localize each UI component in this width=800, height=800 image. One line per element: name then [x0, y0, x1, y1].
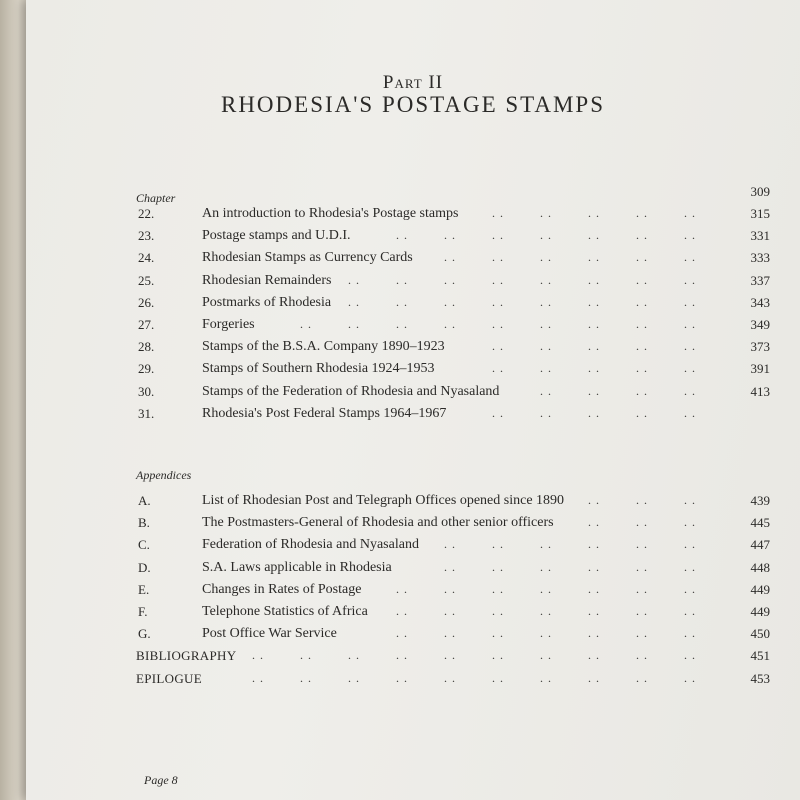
chapter-title: Stamps of the Federation of Rhodesia and Nyasaland [202, 383, 500, 399]
chapter-row: 25. Rhodesian Remainders . . . . . . . . . . . . . . . . 337 [138, 272, 770, 288]
appendix-row: B. The Postmasters-General of Rhodesia and other senior officers . . . . . . 445 [138, 515, 770, 531]
chapter-title: Rhodesian Stamps as Currency Cards [202, 250, 413, 266]
book-spine-edge [0, 0, 26, 800]
chapter-row: 23. Postage stamps and U.D.I. . . . . . . . . . . . . . . 331 [138, 228, 770, 244]
chapter-title: Rhodesia's Post Federal Stamps 1964–1967 [202, 405, 447, 421]
chapter-page-number: 331 [750, 228, 770, 244]
chapter-row: 30. Stamps of the Federation of Rhodesia and Nyasaland . . . . . . . . 413 [138, 383, 770, 399]
chapter-title: Stamps of the B.S.A. Company 1890–1923 [202, 339, 445, 355]
appendix-row: A. List of Rhodesian Post and Telegraph Offices opened since 1890 . . . . . . 439 [138, 493, 770, 508]
appendix-page-number: 450 [750, 626, 770, 642]
appendix-title: EPILOGUE [136, 670, 202, 686]
appendix-page-number: 451 [750, 648, 770, 664]
page-title: RHODESIA'S POSTAGE STAMPS [220, 92, 606, 117]
chapter-number: 30. [138, 383, 155, 399]
book-page [26, 0, 800, 800]
appendix-page-number: 448 [750, 559, 770, 575]
chapter-page-number: 343 [750, 294, 770, 310]
appendix-title: S.A. Laws applicable in Rhodesia [202, 559, 392, 575]
chapter-row: 26. Postmarks of Rhodesia . . . . . . . . . . . . . . . . 343 [138, 294, 770, 310]
appendix-row: D. S.A. Laws applicable in Rhodesia . . . . . . . . . . . . 448 [138, 559, 770, 575]
chapter-heading: Chapter [136, 191, 176, 205]
chapter-row: 24. Rhodesian Stamps as Currency Cards . . . . . . . . . . . . 333 [138, 250, 770, 266]
chapter-number: 25. [138, 272, 155, 288]
appendix-page-number: 445 [750, 515, 770, 531]
appendix-title: Federation of Rhodesia and Nyasaland [202, 537, 419, 553]
appendix-row: BIBLIOGRAPHY . . . . . . . . . . . . . . . . . . . . 451 [136, 648, 770, 664]
appendix-row: EPILOGUE . . . . . . . . . . . . . . . . . . . . 453 [136, 670, 770, 686]
chapter-number: 24. [138, 250, 155, 266]
appendix-number: D. [138, 559, 151, 575]
appendix-title: Telephone Statistics of Africa [202, 604, 368, 619]
chapter-page-number: 413 [750, 383, 770, 399]
chapter-title: An introduction to Rhodesia's Postage stamps [202, 206, 459, 221]
appendix-row: G. Post Office War Service . . . . . . . . . . . . . . 450 [138, 626, 770, 642]
chapter-row: 27. Forgeries . . . . . . . . . . . . . . . . . . 349 [138, 317, 770, 332]
appendix-number: E. [138, 581, 150, 597]
appendix-number: C. [138, 537, 150, 553]
chapter-number: 23. [138, 228, 155, 244]
chapter-title: Stamps of Southern Rhodesia 1924–1953 [202, 361, 435, 377]
appendix-title: BIBLIOGRAPHY [136, 648, 237, 664]
chapter-row: 31. Rhodesia's Post Federal Stamps 1964–1967 . . . . . . . . . . [138, 405, 696, 421]
appendix-page-number: 449 [750, 581, 770, 597]
chapter-page-number: 373 [750, 339, 770, 355]
appendix-page-number: 449 [750, 604, 770, 619]
chapter-row: 29. Stamps of Southern Rhodesia 1924–1953 . . . . . . . . . . 391 [138, 361, 770, 377]
chapter-title: Forgeries [202, 317, 255, 332]
chapter-page-number: 349 [750, 317, 770, 332]
appendix-row: F. Telephone Statistics of Africa . . . . . . . . . . . . . . 449 [138, 604, 770, 619]
chapter-number: 26. [138, 294, 155, 310]
chapter-number: 31. [138, 405, 155, 421]
chapter-page-number: 315 [750, 206, 770, 221]
part-label: Part II [382, 72, 444, 93]
chapter-title: Postmarks of Rhodesia [202, 294, 332, 310]
chapter-row: 22. An introduction to Rhodesia's Postage stamps . . . . . . . . . . 315 [138, 206, 770, 221]
chapter-title: Postage stamps and U.D.I. [202, 228, 351, 244]
appendix-number: F. [138, 604, 148, 619]
chapter-number: 29. [138, 361, 155, 377]
chapter-number: 22. [138, 206, 155, 221]
appendices-heading: Appendices [136, 468, 192, 482]
appendix-title: List of Rhodesian Post and Telegraph Offices opened since 1890 [202, 493, 565, 508]
page-footer: Page 8 [144, 773, 178, 787]
appendix-title: Changes in Rates of Postage [202, 581, 362, 597]
appendix-page-number: 439 [750, 493, 770, 508]
chapter-page-number: 333 [750, 250, 770, 266]
chapter-title: Rhodesian Remainders [202, 272, 332, 288]
appendix-page-number: 453 [750, 670, 770, 686]
chapter-row: 28. Stamps of the B.S.A. Company 1890–1923 . . . . . . . . . . 373 [138, 339, 770, 355]
chapter-number: 27. [138, 317, 155, 332]
appendix-title: Post Office War Service [202, 626, 337, 642]
appendix-number: G. [138, 626, 151, 642]
first-page-number: 309 [750, 184, 770, 199]
appendix-number: A. [138, 493, 151, 508]
appendix-row: C. Federation of Rhodesia and Nyasaland . . . . . . . . . . . . 447 [138, 537, 770, 553]
appendix-number: B. [138, 515, 150, 531]
chapter-page-number: 337 [750, 272, 770, 288]
appendix-page-number: 447 [750, 537, 770, 553]
appendix-row: E. Changes in Rates of Postage . . . . . . . . . . . . . . 449 [138, 581, 770, 597]
chapter-page-number: 391 [750, 361, 770, 377]
chapter-number: 28. [138, 339, 155, 355]
appendix-title: The Postmasters-General of Rhodesia and other senior officers [202, 515, 554, 531]
